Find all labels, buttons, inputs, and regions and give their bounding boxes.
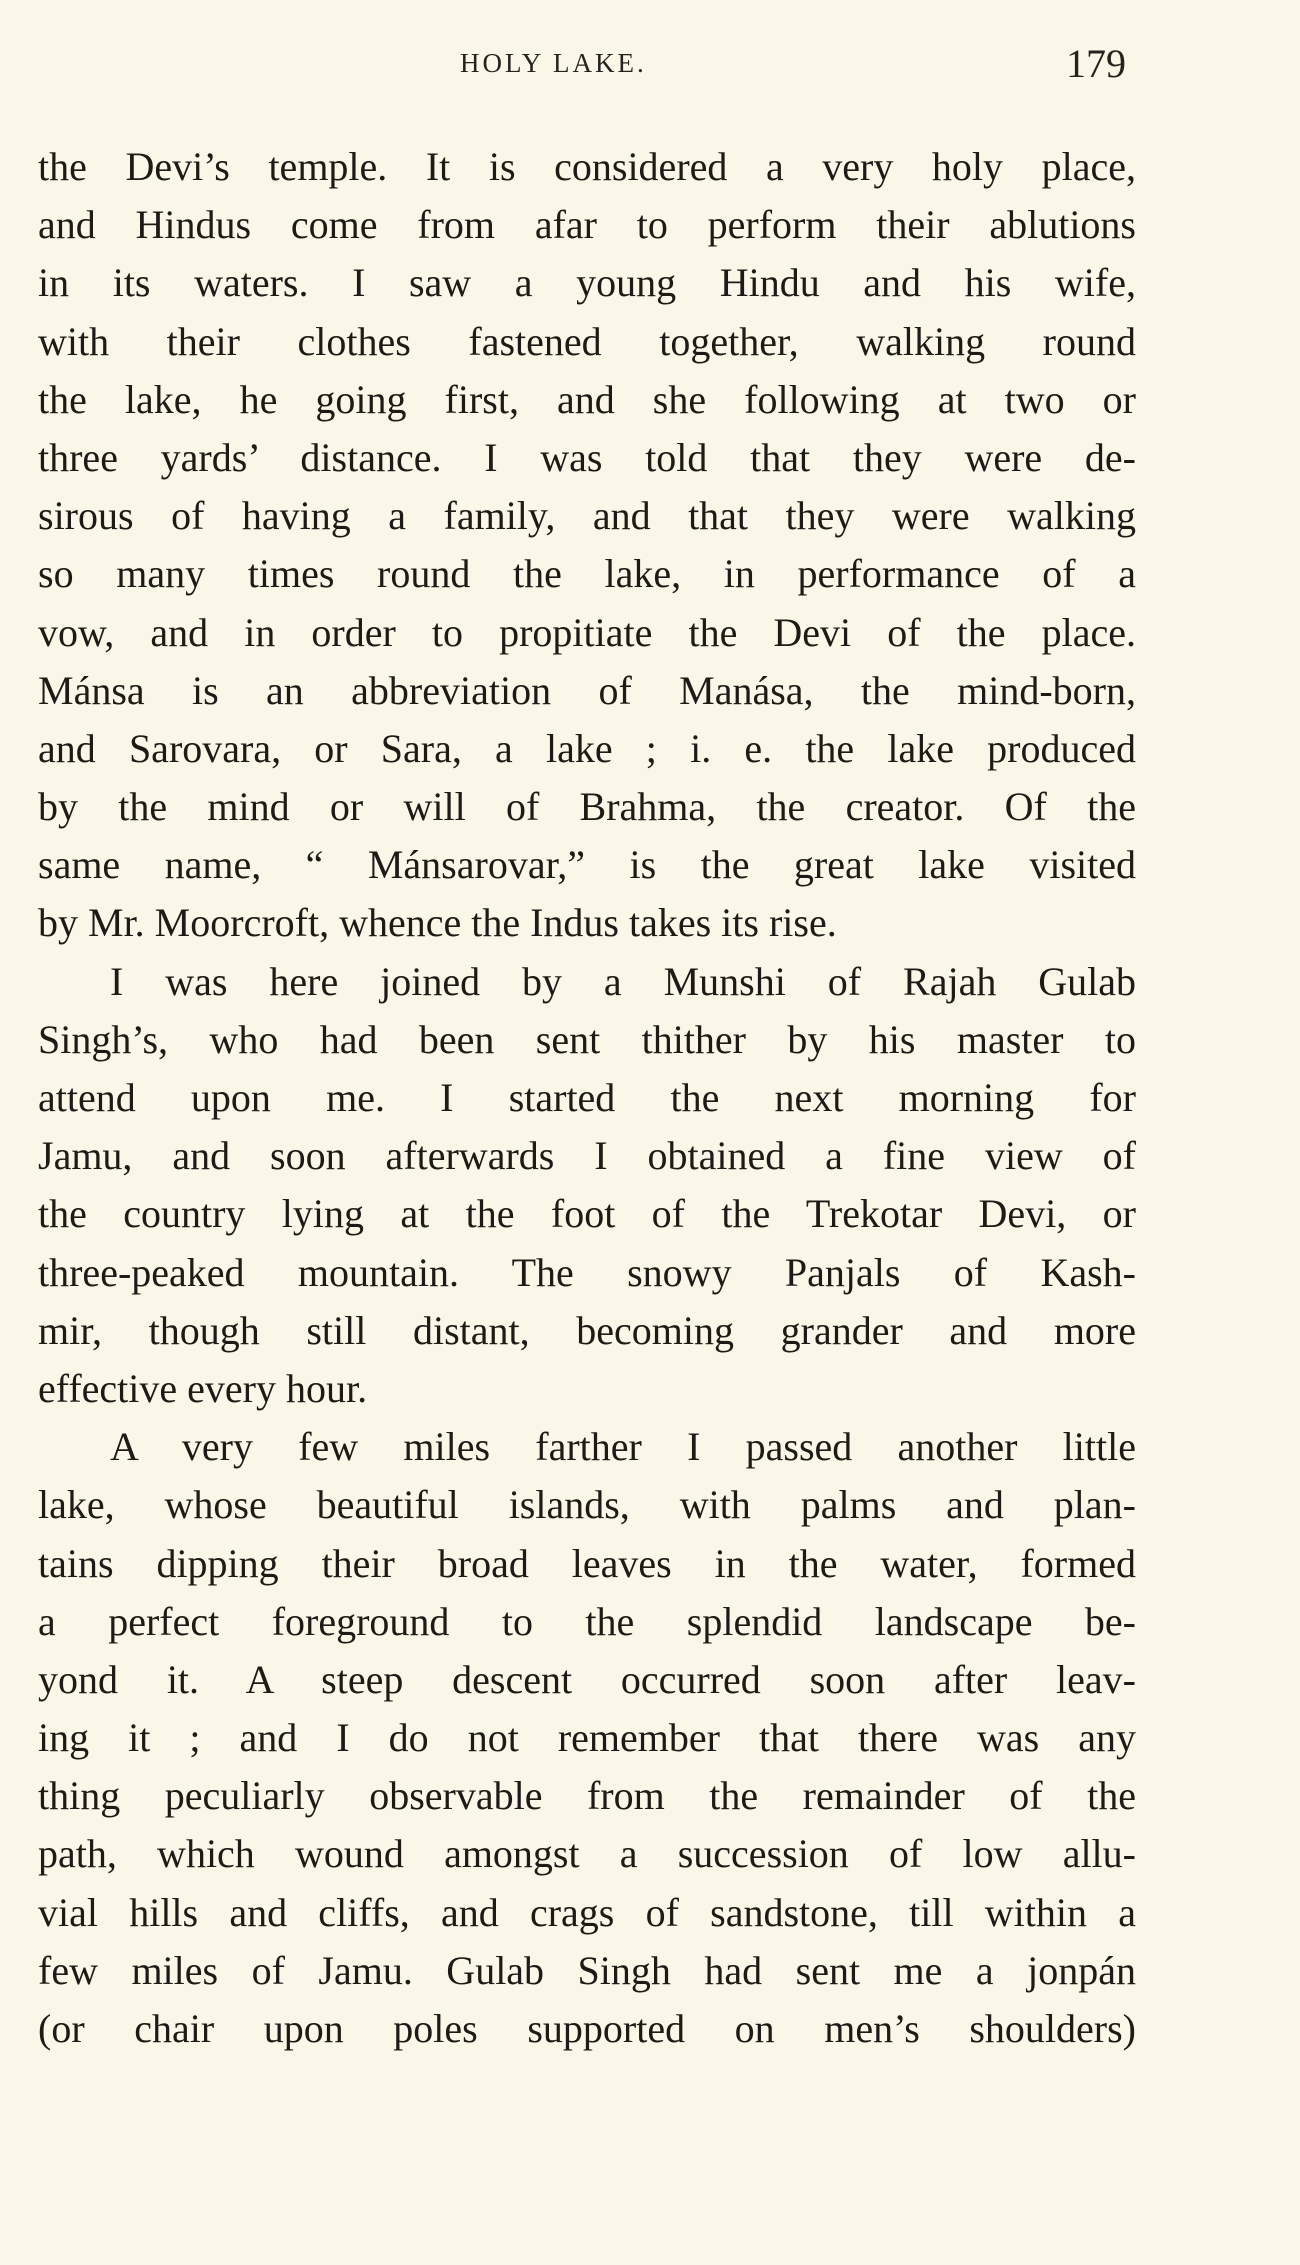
body-text (38, 138, 1136, 2058)
text-line: three yards’ distance. I was told that they were de- (38, 434, 1136, 480)
text-line: effective every hour. (38, 1365, 368, 1411)
text-line: thing peculiarly observable from the remainder of the (38, 1773, 1136, 1819)
page-number: 179 (1066, 41, 1126, 86)
running-head (0, 40, 1300, 100)
running-title: HOLY LAKE. (460, 48, 647, 78)
text-line: in its waters. I saw a young Hindu and his wife, (38, 260, 1136, 306)
text-line: A very few miles farther I passed another little (110, 1424, 1136, 1470)
text-line: vial hills and cliffs, and crags of sandstone, till within a (38, 1889, 1136, 1935)
text-line: few miles of Jamu. Gulab Singh had sent me a jonpán (38, 1947, 1136, 1993)
text-line: tains dipping their broad leaves in the water, formed (38, 1540, 1136, 1586)
text-line: ing it ; and I do not remember that there was any (38, 1715, 1136, 1761)
text-line: Singh’s, who had been sent thither by his master to (38, 1016, 1136, 1062)
text-line: (or chair upon poles supported on men’s shoulders) (38, 2006, 1136, 2051)
text-line: same name, “ Mánsarovar,” is the great lake visited (38, 842, 1136, 888)
text-line: mir, though still distant, becoming grander and more (38, 1307, 1136, 1353)
text-line: so many times round the lake, in performance of a (38, 551, 1136, 597)
text-line: the Devi’s temple. It is considered a very holy place, (38, 144, 1136, 189)
text-line: lake, whose beautiful islands, with palms and plan- (38, 1482, 1136, 1528)
text-line: with their clothes fastened together, walking round (38, 318, 1136, 364)
text-line: Mánsa is an abbreviation of Manása, the mind-born, (38, 667, 1136, 713)
text-line: a perfect foreground to the splendid landscape be- (38, 1598, 1136, 1644)
text-line: and Sarovara, or Sara, a lake ; i. e. the lake produced (38, 725, 1136, 771)
text-line: and Hindus come from afar to perform their ablutions (38, 202, 1136, 248)
text-line: attend upon me. I started the next morning for (38, 1075, 1136, 1120)
text-line: by the mind or will of Brahma, the creator. Of the (38, 784, 1136, 830)
text-line: sirous of having a family, and that they were walking (38, 493, 1136, 539)
text-line: the country lying at the foot of the Trekotar Devi, or (38, 1191, 1136, 1237)
text-line: path, which wound amongst a succession of low allu- (38, 1831, 1136, 1877)
text-line: by Mr. Moorcroft, whence the Indus takes its rise. (38, 900, 837, 946)
text-line: three-peaked mountain. The snowy Panjals of Kash- (38, 1249, 1136, 1295)
text-line: yond it. A steep descent occurred soon after leav- (38, 1656, 1136, 1702)
text-line: I was here joined by a Munshi of Rajah Gulab (110, 958, 1136, 1004)
text-line: Jamu, and soon afterwards I obtained a fine view of (38, 1133, 1136, 1179)
text-line: vow, and in order to propitiate the Devi of the place. (38, 609, 1136, 655)
text-line: the lake, he going first, and she following at two or (38, 376, 1136, 422)
